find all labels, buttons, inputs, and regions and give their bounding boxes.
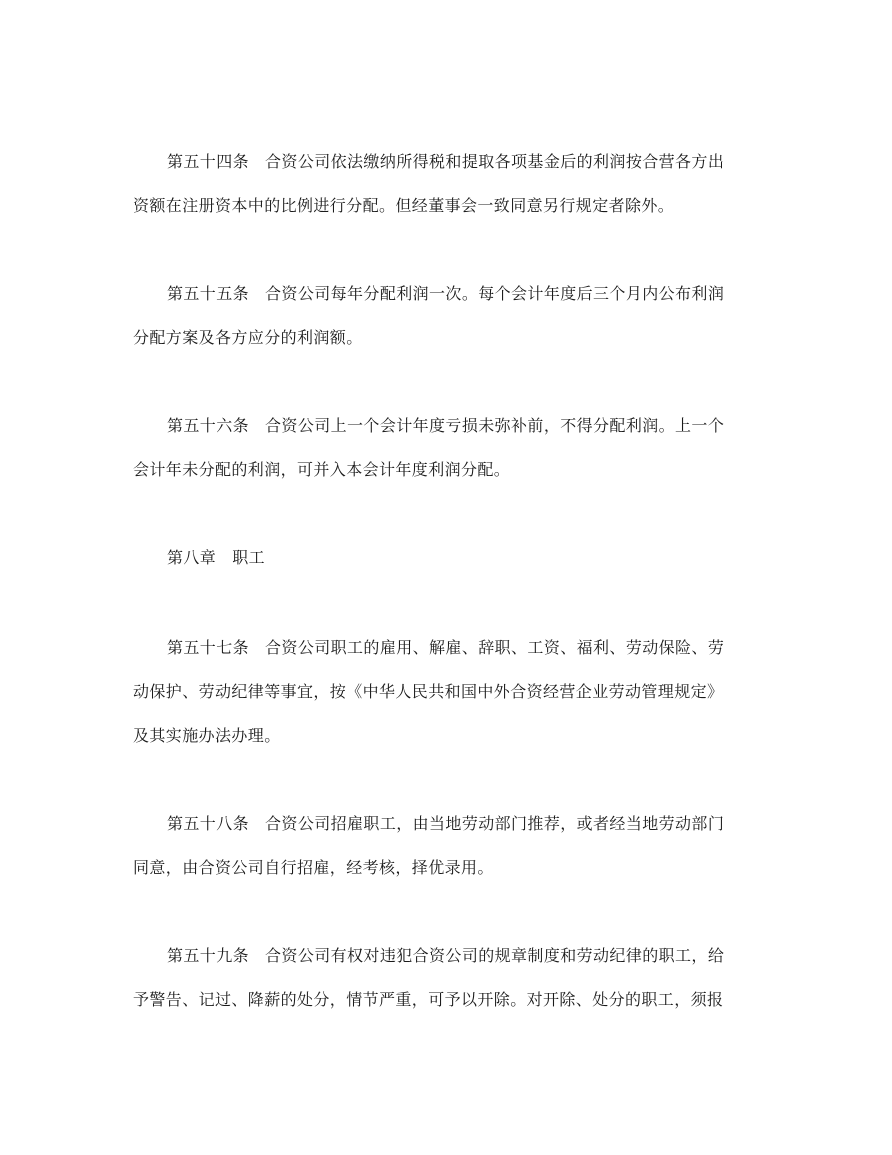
document-page — [133, 140, 773, 1022]
article-text: 分配方案及各方应分的利润额。 — [133, 328, 363, 347]
chapter-number: 第八章 — [167, 548, 217, 567]
article-number: 第五十九条 — [167, 946, 250, 965]
article-text: 予警告、记过、降薪的处分，情节严重，可予以开除。对开除、处分的职工，须报 — [133, 990, 724, 1009]
article-57 — [133, 626, 773, 758]
article-text: 合资公司有权对违犯合资公司的规章制度和劳动纪律的职工，给 — [265, 946, 725, 965]
article-number: 第五十四条 — [167, 152, 250, 171]
article-text: 及其实施办法办理。 — [133, 726, 281, 745]
article-56 — [133, 404, 773, 492]
article-54 — [133, 140, 773, 228]
article-text: 合资公司职工的雇用、解雇、辞职、工资、福利、劳动保险、劳 — [265, 638, 725, 657]
article-55 — [133, 272, 773, 360]
article-text: 合资公司每年分配利润一次。每个会计年度后三个月内公布利润 — [265, 284, 725, 303]
article-58 — [133, 802, 773, 890]
article-text: 合资公司上一个会计年度亏损未弥补前，不得分配利润。上一个 — [265, 416, 725, 435]
article-number: 第五十五条 — [167, 284, 250, 303]
chapter-heading — [133, 536, 773, 580]
chapter-title: 职工 — [232, 548, 266, 567]
article-text: 动保护、劳动纪律等事宜，按《中华人民共和国中外合资经营企业劳动管理规定》 — [133, 682, 724, 701]
article-text: 合资公司招雇职工，由当地劳动部门推荐，或者经当地劳动部门 — [265, 814, 725, 833]
article-number: 第五十八条 — [167, 814, 250, 833]
article-59 — [133, 934, 773, 1022]
article-number: 第五十七条 — [167, 638, 250, 657]
article-number: 第五十六条 — [167, 416, 250, 435]
article-text: 合资公司依法缴纳所得税和提取各项基金后的利润按合营各方出 — [265, 152, 725, 171]
article-text: 同意，由合资公司自行招雇，经考核，择优录用。 — [133, 858, 494, 877]
article-text: 会计年未分配的利润，可并入本会计年度利润分配。 — [133, 460, 511, 479]
article-text: 资额在注册资本中的比例进行分配。但经董事会一致同意另行规定者除外。 — [133, 196, 675, 215]
